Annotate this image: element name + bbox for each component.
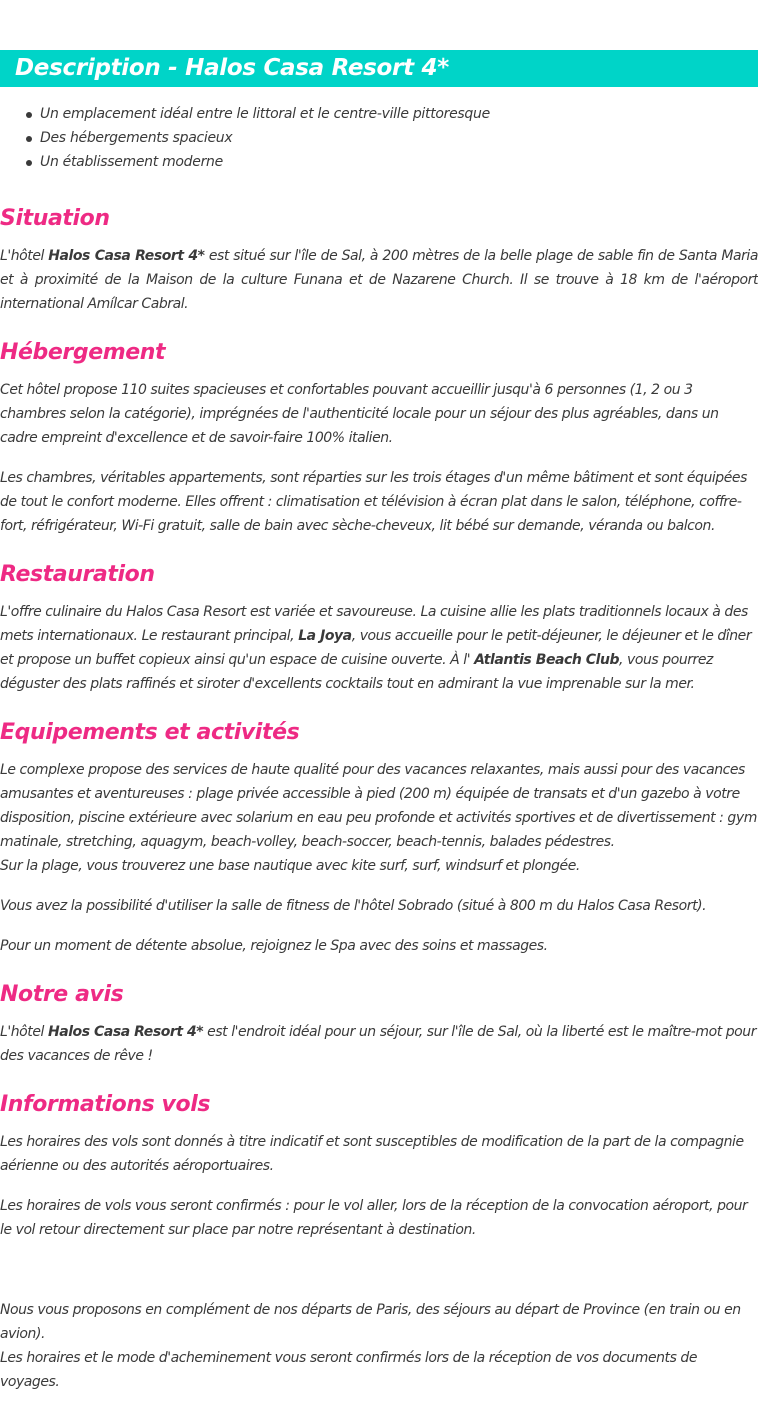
section-heading-avis: Notre avis [0,982,124,1007]
hotel-name: Halos Casa Resort 4* [47,1024,204,1040]
list-item: Des hébergements spacieux [0,126,740,150]
text-run: , vous accueille pour le petit-déjeuner, le déjeuner et le dîner et propose un buffet copieux ainsi qu'un espace de cuisine ouverte. À l' [0,628,752,668]
text-line: Les horaires et le mode d'acheminement vous seront confirmés lors de la réception de vos documents de voyages. [0,1350,698,1390]
equipements-paragraph-1 [0,758,758,878]
text-line: Le complexe propose des services de haute qualité pour des vacances relaxantes, mais aussi pour des vacances [0,762,745,778]
beach-club-name: Atlantis Beach Club [474,652,620,668]
hotel-name: Halos Casa Resort 4* [48,248,205,264]
text-run: , vous pourrez déguster des plats raffinés et siroter d'excellents cocktails tout en admirant la vue imprenable sur la mer. [0,652,713,692]
text-line: Sur la plage, vous trouverez une base nautique avec kite surf, surf, windsurf et plongée. [0,858,580,874]
equipements-paragraph-2: Vous avez la possibilité d'utiliser la salle de fitness de l'hôtel Sobrado (situé à 800 m du Halos Casa Resort). [0,898,707,914]
text-line: disposition, piscine extérieure avec solarium en eau peu profonde et activités sportives et de divertissement : gym [0,810,757,826]
list-item: Un établissement moderne [0,150,740,174]
text-line: Nous vous proposons en complément de nos départs de Paris, des séjours au départ de Province (en train ou en avion). [0,1302,741,1342]
page-title: Description - Halos Casa Resort 4* [15,55,449,81]
section-heading-vols: Informations vols [0,1092,211,1117]
text-line: matinale, stretching, aquagym, beach-volley, beach-soccer, beach-tennis, balades pédestres. [0,834,615,850]
section-heading-hebergement: Hébergement [0,340,166,365]
text-line: amusantes et aventureuses : plage privée accessible à pied (200 m) équipée de transats et d'un gazebo à votre [0,786,740,802]
vols-paragraph-1: Les horaires des vols sont donnés à titre indicatif et sont susceptibles de modification de la part de la compagnie aérienne ou des autorités aéroportuaires. [0,1134,744,1174]
description-banner [0,50,758,87]
text-run: L'hôtel [0,1024,48,1040]
list-item: Un emplacement idéal entre le littoral et le centre-ville pittoresque [0,102,740,126]
restaurant-name: La Joya [298,628,352,644]
section-heading-restauration: Restauration [0,562,155,587]
text-run: L'offre culinaire du Halos Casa Resort est variée et savoureuse. La cuisine allie les plats traditionnels locaux à des mets internationaux. Le restaurant principal, [0,604,748,644]
hebergement-paragraph-1: Cet hôtel propose 110 suites spacieuses et confortables pouvant accueillir jusqu'à 6 personnes (1, 2 ou 3 chambres selon la catégorie), imprégnées de l'authenticité locale pour un séjour des plus agréables, dans un cadre empreint d'excellence et de savoir-faire 100% italien. [0,382,719,446]
vols-paragraph-2: Les horaires de vols vous seront confirmés : pour le vol aller, lors de la réception de la convocation aéroport, pour le vol retour directement sur place par notre représentant à destination. [0,1198,748,1238]
section-heading-situation: Situation [0,206,110,231]
section-heading-equipements: Equipements et activités [0,720,300,745]
equipements-paragraph-3: Pour un moment de détente absolue, rejoignez le Spa avec des soins et massages. [0,938,548,954]
hebergement-paragraph-2: Les chambres, véritables appartements, sont réparties sur les trois étages d'un même bâtiment et sont équipées de tout le confort moderne. Elles offrent : climatisation et télévision à écran plat dans le salon, téléphone, coffre-fort, réfrigérateur, Wi-Fi gratuit, salle de bain avec sèche-cheveux, lit bébé sur demande, véranda ou balcon. [0,470,747,534]
text-run: est l'endroit idéal pour un séjour, sur l'île de Sal, où la liberté est le maître-mot pour des vacances de rêve ! [0,1024,757,1064]
text-run: L'hôtel [0,248,49,264]
vols-paragraph-3 [0,1298,758,1394]
description-content [0,198,758,1394]
text-run: est situé sur l'île de Sal, à 200 mètres de la belle plage de sable fin de Santa Maria et à proximité de la Maison de la culture Funana et de Nazarene Church. Il se trouve à 18 km de l'aéroport international Amílcar Cabral. [0,248,758,312]
avis-paragraph [0,1020,758,1068]
highlights-list [0,102,740,174]
restauration-paragraph [0,600,758,696]
situation-paragraph [0,244,758,316]
